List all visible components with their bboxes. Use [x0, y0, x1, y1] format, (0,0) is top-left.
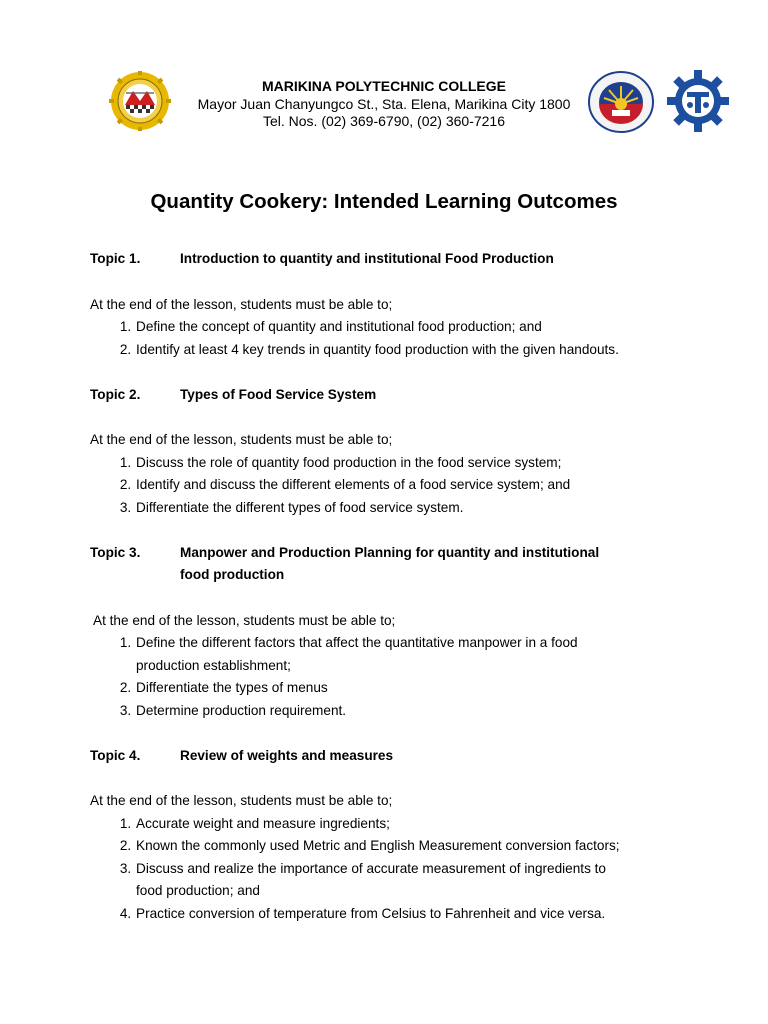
- college-name: MARIKINA POLYTECHNIC COLLEGE: [262, 78, 506, 94]
- ched-seal-icon: [587, 70, 655, 134]
- outcome-list: [90, 452, 710, 520]
- topic-intro: At the end of the lesson, students must be able to;: [90, 612, 396, 628]
- outcome-list: [90, 632, 710, 722]
- college-phone: Tel. Nos. (02) 369-6790, (02) 360-7216: [262, 113, 506, 129]
- list-item: 1. Accurate weight and measure ingredients;: [135, 813, 710, 836]
- learning-outcomes: [90, 248, 710, 925]
- letterhead: [0, 0, 768, 140]
- topic-number: Topic 3.: [90, 544, 141, 560]
- outcome-list: [90, 316, 710, 361]
- topic-title: Review of weights and measures: [180, 747, 394, 763]
- topic-title: Introduction to quantity and institutional Food Production: [180, 251, 554, 266]
- topic-heading: [90, 745, 710, 768]
- list-item: 2. Differentiate the types of menus: [135, 677, 710, 700]
- list-item: 3. Differentiate the different types of food service system.: [135, 497, 710, 520]
- topic-heading: [90, 542, 710, 587]
- topic-title-line1: Manpower and Production Planning for quantity and institutional: [180, 544, 600, 560]
- list-item: [135, 858, 710, 903]
- topic-intro: At the end of the lesson, students must be able to;: [90, 793, 393, 808]
- topic-number: Topic 4.: [90, 747, 141, 763]
- list-item-line: 3. Discuss and realize the importance of accurate measurement of ingredients to: [136, 860, 606, 876]
- list-item: 2. Identify and discuss the different elements of a food service system; and: [135, 474, 710, 497]
- tesda-gear-icon: [664, 70, 732, 132]
- topic-heading: [90, 248, 710, 271]
- college-address: Mayor Juan Chanyungco St., Sta. Elena, Marikina City 1800: [197, 95, 571, 112]
- list-item: 4. Practice conversion of temperature from Celsius to Fahrenheit and vice versa.: [135, 903, 710, 926]
- list-item: [135, 632, 710, 677]
- topic-number: Topic 1.: [90, 251, 141, 266]
- topic-intro: At the end of the lesson, students must be able to;: [90, 296, 393, 312]
- list-item: 2. Identify at least 4 key trends in quantity food production with the given handouts.: [135, 339, 710, 362]
- marikina-polytechnic-seal-icon: [104, 71, 176, 131]
- topic-number: Topic 2.: [90, 386, 141, 402]
- topic-intro: At the end of the lesson, students must be able to;: [90, 432, 393, 447]
- list-item: 1. Define the concept of quantity and institutional food production; and: [135, 316, 710, 339]
- list-item: 3. Determine production requirement.: [135, 700, 710, 723]
- outcome-list: [90, 813, 710, 926]
- list-item-line: food production; and: [136, 883, 260, 898]
- topic-title-line2: food production: [180, 567, 285, 582]
- page-title: Quantity Cookery: Intended Learning Outcomes: [150, 190, 618, 213]
- list-item: 1. Discuss the role of quantity food production in the food service system;: [135, 452, 710, 475]
- list-item-line: production establishment;: [136, 657, 291, 673]
- topic-heading: [90, 384, 710, 407]
- list-item: 2. Known the commonly used Metric and English Measurement conversion factors;: [135, 835, 710, 858]
- list-item-line: 1. Define the different factors that affect the quantitative manpower in a food: [136, 635, 578, 650]
- topic-title: Types of Food Service System: [180, 386, 377, 402]
